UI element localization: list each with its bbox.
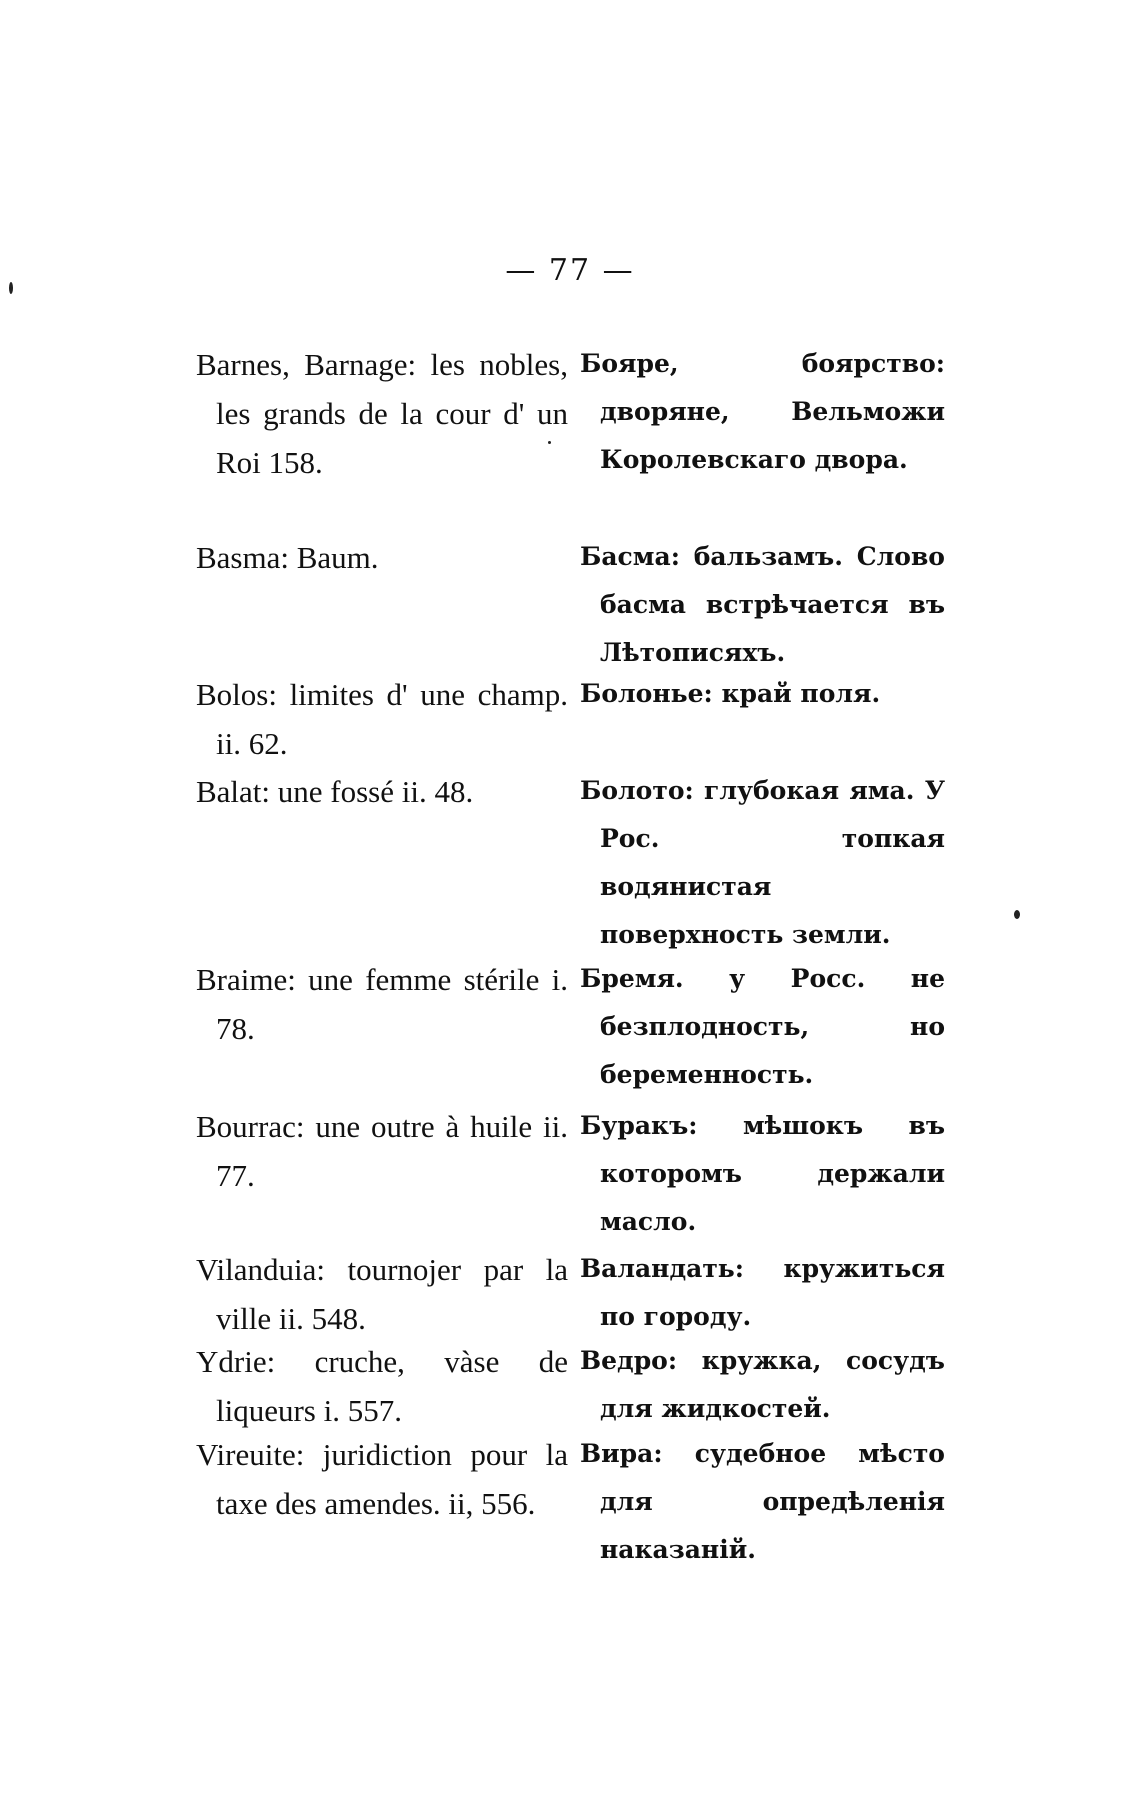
russian-definition: Валандать: кружиться по городу.: [580, 1254, 945, 1331]
french-term: Vireuite: juridiction pour la taxe des amendes. ii, 556.: [196, 1437, 568, 1521]
french-term: Basma: Baum.: [196, 540, 379, 575]
french-term: Barnes, Barnage: les nobles, les grands de la cour d' un Roi 158.: [196, 347, 568, 480]
russian-definition: Болото: глубокая яма. У Рос. топкая водянистая поверхность земли.: [580, 776, 945, 949]
french-term: Braime: une femme stérile i. 78.: [196, 962, 568, 1046]
russian-definition: Буракъ: мѣшокъ въ которомъ держали масло.: [580, 1111, 945, 1236]
french-term: Vilanduia: tournojer par la ville ii. 548.: [196, 1252, 568, 1336]
ink-speck: [1014, 910, 1020, 919]
russian-definition: Бояре, боярство: дворяне, Вельможи Королевскаго двора.: [580, 349, 945, 474]
page-number: — 77 —: [505, 253, 635, 288]
russian-definition: Ведро: кружка, сосудъ для жидкостей.: [580, 1346, 945, 1423]
french-term: Bolos: limites d' une champ. ii. 62.: [196, 677, 568, 761]
russian-definition: Басма: бальзамъ. Слово басма встрѣчается въ Лѣтописяхъ.: [580, 542, 945, 667]
russian-definition: Вира: судебное мѣсто для опредѣленія наказаній.: [580, 1439, 945, 1564]
ink-speck: [9, 282, 13, 294]
french-term: Ydrie: cruche, vàse de liqueurs i. 557.: [196, 1344, 568, 1428]
french-term: Bourrac: une outre à huile ii. 77.: [196, 1109, 568, 1193]
russian-definition: Бремя. у Росс. не безплодность, но беременность.: [580, 964, 945, 1089]
french-term: Balat: une fossé ii. 48.: [196, 774, 474, 809]
russian-definition: Болонье: край поля.: [580, 679, 881, 708]
ink-speck: [548, 441, 551, 444]
